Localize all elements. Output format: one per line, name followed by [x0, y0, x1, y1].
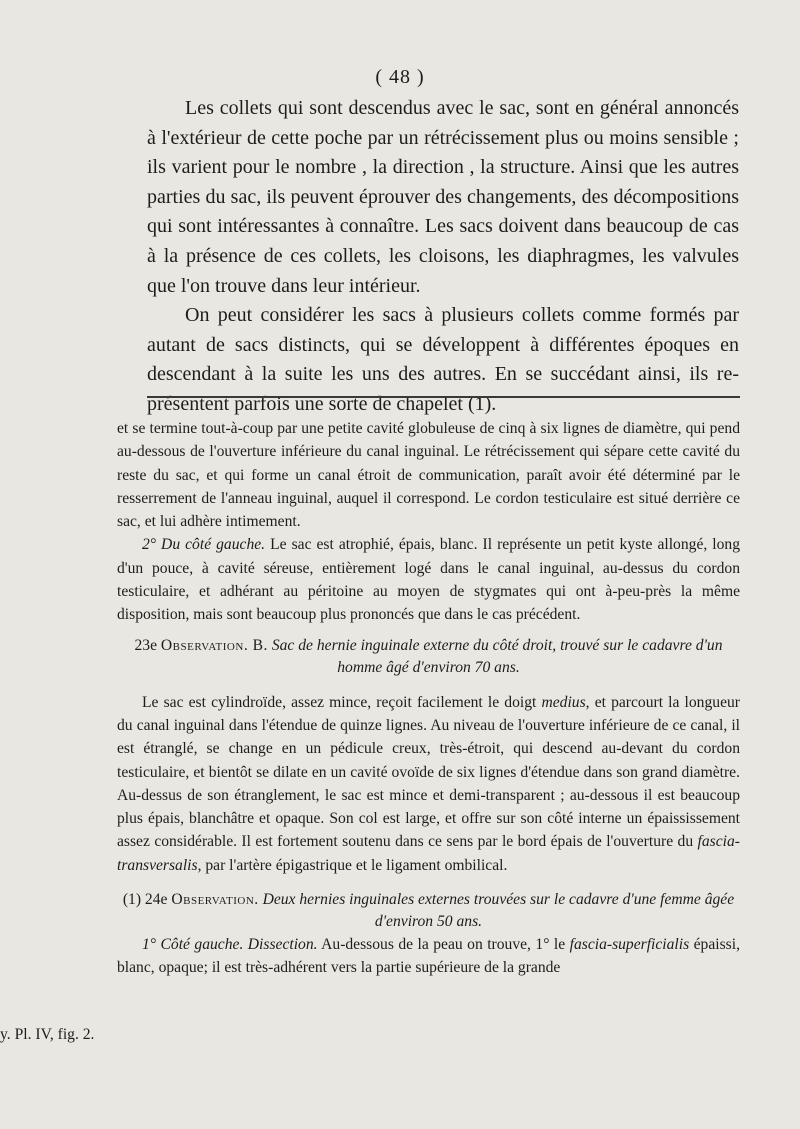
note-paragraph: 2° Du côté gauche. Le sac est atrophié, épais, blanc. Il représente un petit kyste allongé, long d'un pouce, à cavité séreuse, entièrement logé dans le canal inguinal, au-dessus du cordon testiculaire, et adhérant au péritoine au moyen de stygmates qui ont à-peu-près la même disposition, mais sont beaucoup plus prononcés que dans le cas précédent. [117, 536, 741, 624]
footnote-divider [147, 396, 740, 398]
observation-heading [117, 635, 740, 679]
note-paragraph: et se termine tout-à-coup par une petite cavité globuleuse de cinq à six lignes de diamètre, qui pend au-dessous de l'ouverture inférieure du canal inguinal. Le rétrécissement qui sépare cette cavité du reste du sac, et qui forme un canal étroit de communication, paraît avoir été déterminé par le resserrement de l'anneau inguinal, auquel il correspond. Le cordon testiculaire est situé derrière ce sac, et lui adhère intimement. [117, 420, 740, 531]
note-subheading: 2° Du côté gauche. [142, 536, 266, 554]
page-number: ( 48 ) [375, 66, 425, 88]
margin-reference: y. Pl. IV, fig. 2. [0, 1026, 95, 1043]
note-subheading: 1° Côté gauche. Dissection. [142, 936, 318, 954]
observation-label: Observation. [171, 891, 259, 909]
main-paragraph: On peut considérer les sacs à plusieurs collets comme formés par autant de sacs distincts, qui se développent à différentes époques en descendant à la suite les uns des autres. En se succédant ainsi, ils re- présentent parfois une sorte de chapelet (1). [147, 304, 739, 415]
observation-title: Deux hernies inguinales externes trouvées sur le cadavre d'une femme âgée d'environ 50 ans. [262, 891, 735, 931]
note-paragraph: 1° Côté gauche. Dissection. Au-dessous de la peau on trouve, 1° le fascia-superficialis épaissi, blanc, opaque; il est très-adhérent vers la partie supérieure de la grande [117, 936, 740, 977]
main-paragraph: Les collets qui sont descendus avec le sac, sont en général annoncés à l'extérieur de cette poche par un rétrécissement plus ou moins sensible ; ils varient pour le nombre , la direction , la structure. Ainsi que les autres parties du sac, ils peuvent éprouver des changements, des décompositions qui sont intéressantes à connaître. Les sacs doivent dans beaucoup de cas à la présence de ces collets, les cloisons, les diaphragmes, les valvules que l'on trouve dans leur intérieur. [147, 97, 739, 297]
footnote-block [117, 417, 740, 980]
observation-label: Observation. B. [160, 636, 268, 654]
observation-number: 23e [134, 636, 157, 654]
observation-number: (1) 24e [122, 891, 168, 909]
note-paragraph: Le sac est cylindroïde, assez mince, reçoit facilement le doigt medius, et parcourt la longueur du canal inguinal dans l'étendue de quinze lignes. Au niveau de l'ouverture inférieure de ce canal, il est étranglé, se change en un pédicule creux, très-étroit, qui descend au-devant du cordon testiculaire, et bientôt se dilate en un cavité ovoïde de six lignes d'étendue dans son grand diamètre. Au-dessus de son étranglement, le sac est mince et demi-transparent ; au-dessous il est beaucoup plus épais, blanchâtre et opaque. Son col est large, et offre sur son côté interne un épaississement assez considérable. Il est fortement soutenu dans ce sens par le bord épais de l'ouverture du fascia-transversalis, par l'artère épigastrique et le ligament ombilical. [117, 693, 740, 874]
observation-title: Sac de hernie inguinale externe du côté droit, trouvé sur le cadavre d'un homme âgé d'environ 70 ans. [271, 636, 723, 676]
observation-heading [117, 889, 740, 933]
main-text [147, 94, 739, 420]
